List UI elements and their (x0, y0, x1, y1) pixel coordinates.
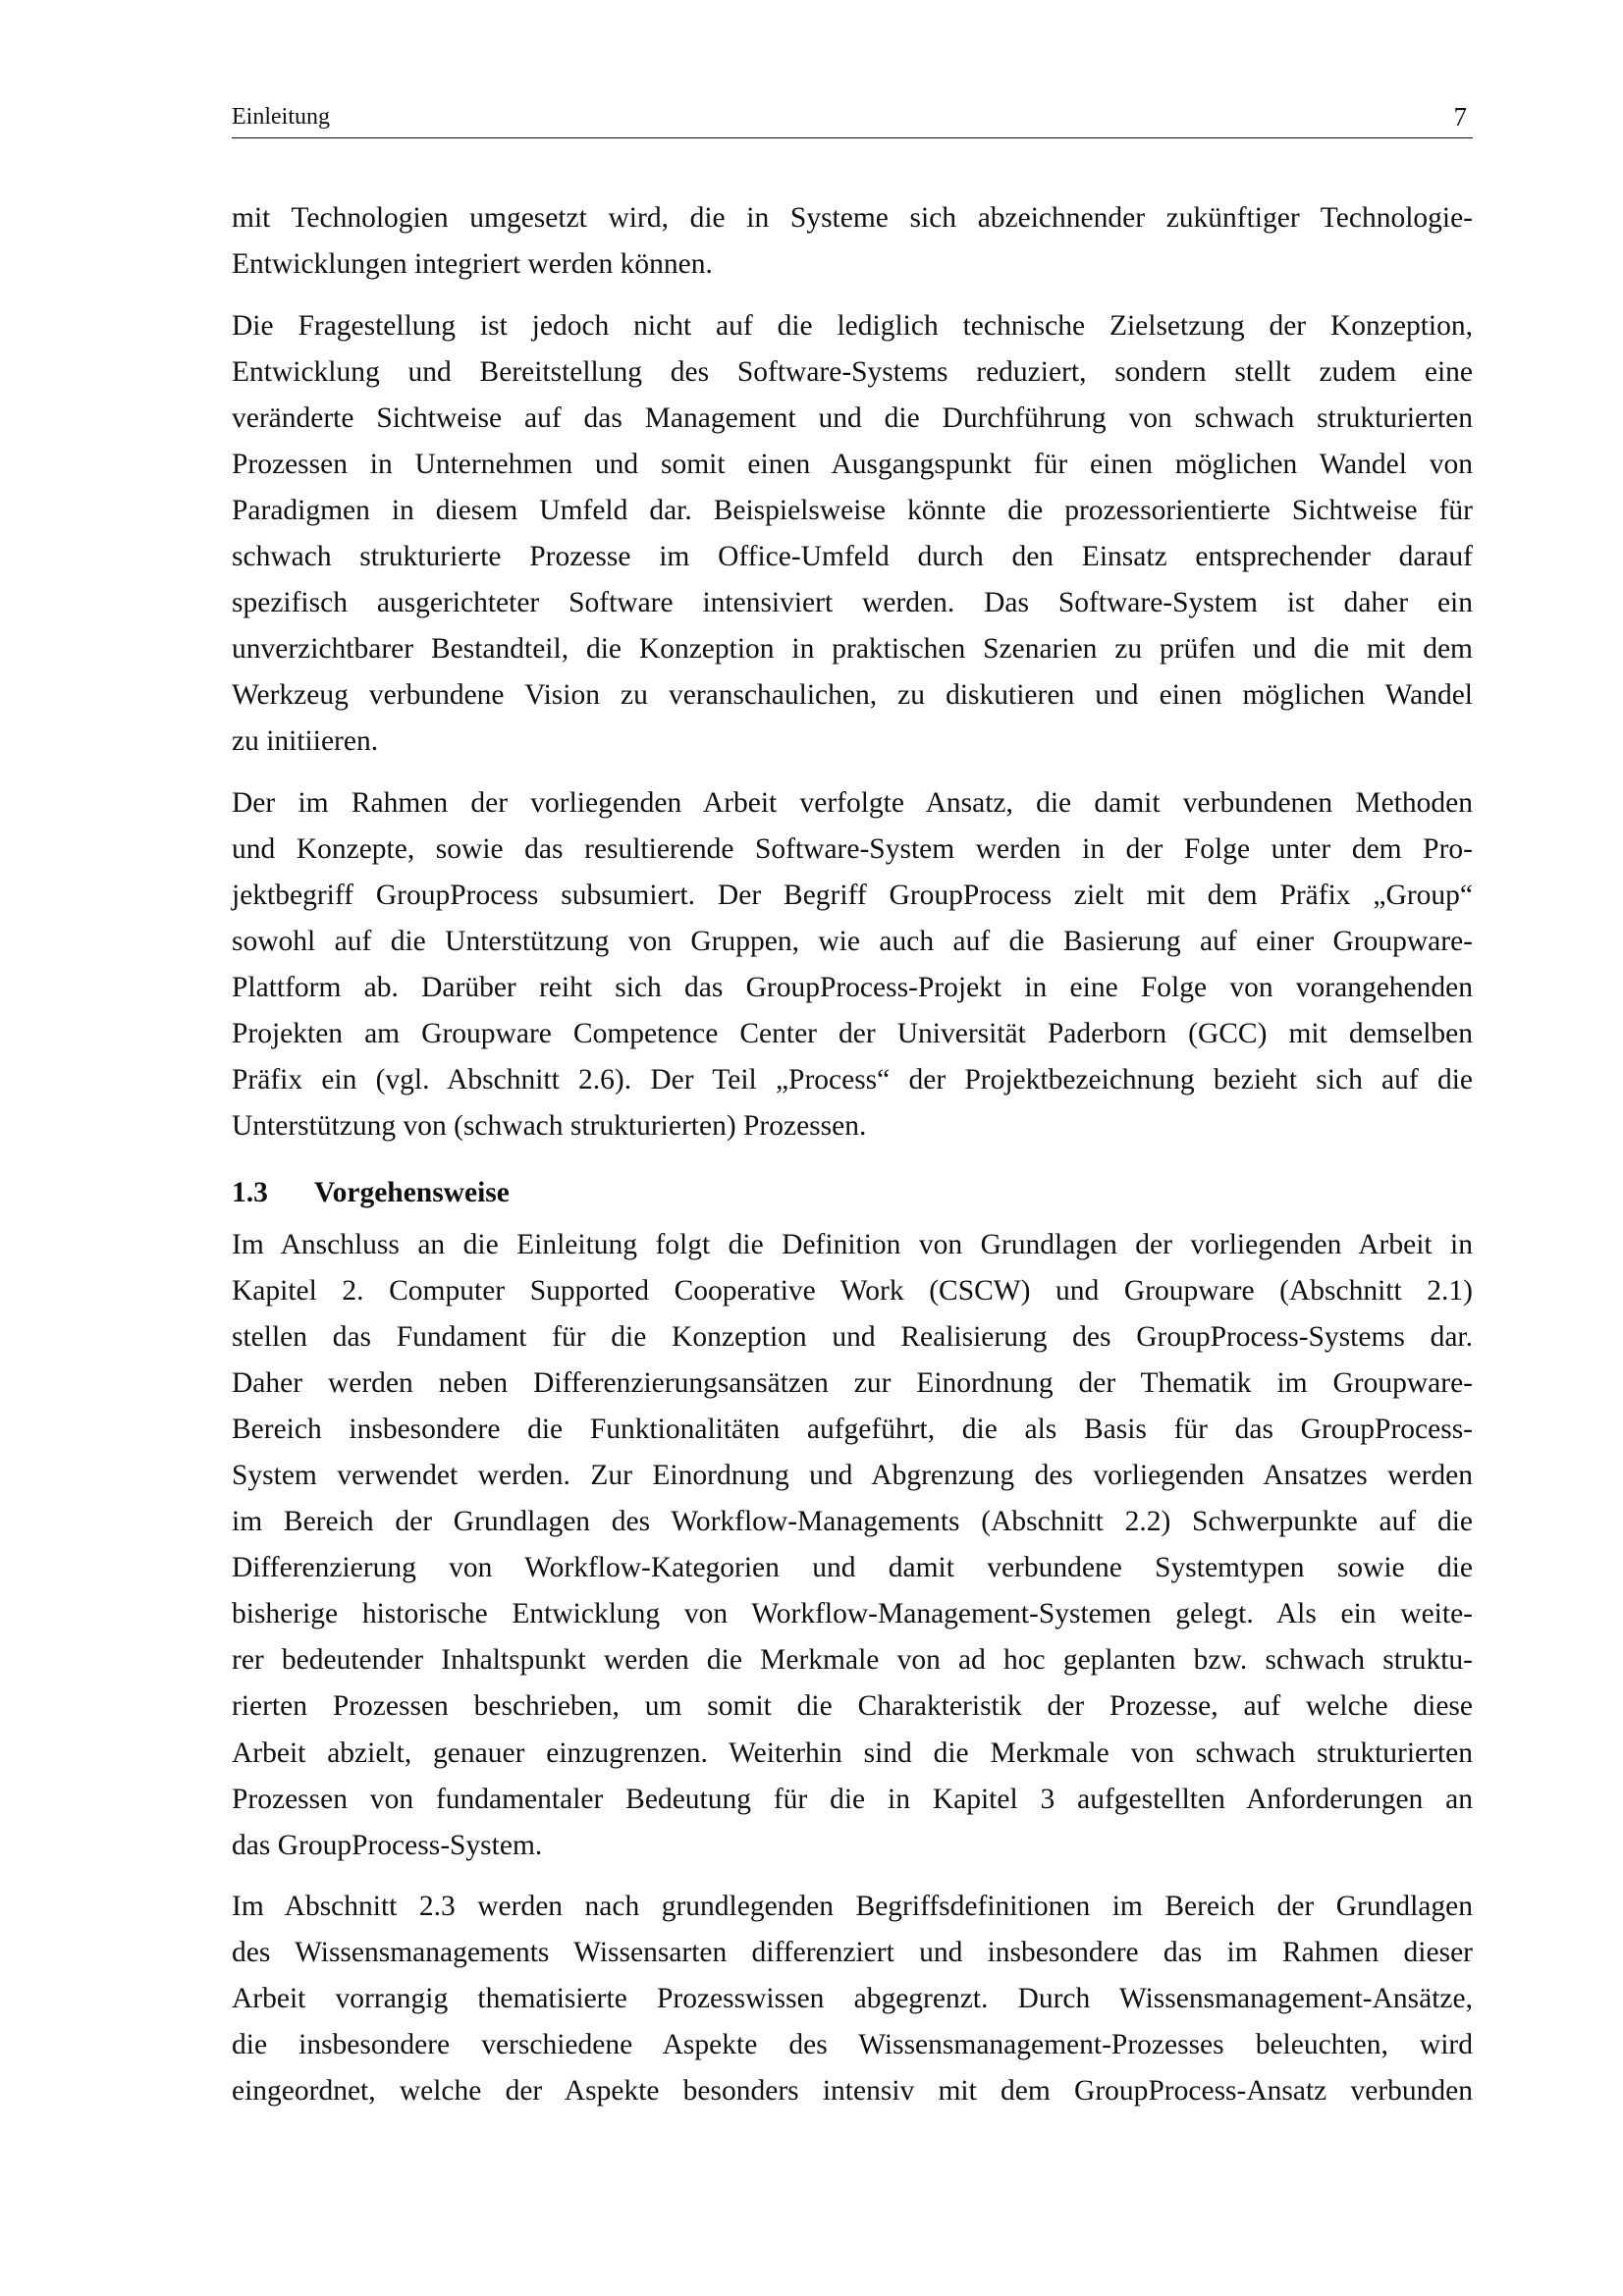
text-line: veränderte Sichtweise auf das Management und die Durchführung von schwach strukturierten (232, 401, 1473, 434)
text-line: stellen das Fundament für die Konzeption und Realisierung des GroupProcess-Systems dar. (232, 1320, 1473, 1353)
paragraph-1 (232, 195, 1473, 288)
text-line: Plattform ab. Darüber reiht sich das GroupProcess-Projekt in eine Folge von vorangehenden (232, 971, 1473, 1003)
text-line: Arbeit vorrangig thematisierte Prozesswissen abgegrenzt. Durch Wissensmanagement-Ansätze, (232, 1982, 1473, 2014)
paragraph-2 (232, 303, 1473, 766)
text-line: spezifisch ausgerichteter Software intensiviert werden. Das Software-System ist daher ein (232, 587, 1473, 619)
paragraph-3 (232, 780, 1473, 1150)
text-line: Prozessen von fundamentaler Bedeutung für die in Kapitel 3 aufgestellten Anforderungen an (232, 1783, 1473, 1815)
text-line: eingeordnet, welche der Aspekte besonders intensiv mit dem GroupProcess-Ansatz verbunden (232, 2074, 1473, 2107)
text-line: rer bedeutender Inhaltspunkt werden die Merkmale von ad hoc geplanten bzw. schwach struktu- (232, 1644, 1473, 1677)
text-line: Entwicklungen integriert werden können. (232, 247, 713, 280)
text-line: schwach strukturierte Prozesse im Office-Umfeld durch den Einsatz entsprechender darauf (232, 540, 1473, 572)
text-line: Die Fragestellung ist jedoch nicht auf die lediglich technische Zielsetzung der Konzeption, (232, 309, 1473, 342)
text-line: Im Anschluss an die Einleitung folgt die Definition von Grundlagen der vorliegenden Arbeit in (232, 1228, 1473, 1260)
section-paragraph-2 (232, 1884, 1473, 2114)
text-line: Entwicklung und Bereitstellung des Software-Systems reduziert, sondern stellt zudem eine (232, 355, 1473, 388)
section-number: 1.3 (232, 1176, 268, 1208)
text-line: rierten Prozessen beschrieben, um somit die Charakteristik der Prozesse, auf welche diese (232, 1690, 1473, 1723)
text-line: unverzichtbarer Bestandteil, die Konzeption in praktischen Szenarien zu prüfen und die mit dem (232, 633, 1473, 666)
section-heading (232, 1170, 510, 1216)
text-line: mit Technologien umgesetzt wird, die in Systeme sich abzeichnender zukünftiger Technologie- (232, 201, 1473, 234)
text-line: Präfix ein (vgl. Abschnitt 2.6). Der Teil „Process“ der Projektbezeichnung bezieht sich auf die (232, 1064, 1473, 1096)
running-header-title: Einleitung (232, 104, 330, 130)
text-line: System verwendet werden. Zur Einordnung und Abgrenzung des vorliegenden Ansatzes werden (232, 1459, 1473, 1491)
text-line: Prozessen in Unternehmen und somit einen Ausgangspunkt für einen möglichen Wandel von (232, 448, 1473, 480)
text-line: die insbesondere verschiedene Aspekte des Wissensmanagement-Prozesses beleuchten, wird (232, 2028, 1473, 2060)
text-line: bisherige historische Entwicklung von Workflow-Management-Systemen gelegt. Als ein weite- (232, 1598, 1473, 1630)
section-paragraph-1 (232, 1222, 1473, 1869)
text-line: Daher werden neben Differenzierungsansätzen zur Einordnung der Thematik im Groupware- (232, 1366, 1473, 1399)
text-line: Werkzeug verbundene Vision zu veranschaulichen, zu diskutieren und einen möglichen Wandel (232, 679, 1473, 712)
text-line: Der im Rahmen der vorliegenden Arbeit verfolgte Ansatz, die damit verbundenen Methoden (232, 786, 1473, 819)
text-line: des Wissensmanagements Wissensarten differenziert und insbesondere das im Rahmen dieser (232, 1936, 1473, 1968)
running-header (232, 102, 1473, 132)
text-line: jektbegriff GroupProcess subsumiert. Der Begriff GroupProcess zielt mit dem Präfix „Group“ (232, 879, 1473, 911)
text-line: sowohl auf die Unterstützung von Gruppen, wie auch auf die Basierung auf einer Groupware- (232, 925, 1473, 957)
text-line: Im Abschnitt 2.3 werden nach grundlegenden Begriffsdefinitionen im Bereich der Grundlagen (232, 1890, 1473, 1922)
text-line: Bereich insbesondere die Funktionalitäten aufgeführt, die als Basis für das GroupProcess- (232, 1413, 1473, 1445)
text-line: Paradigmen in diesem Umfeld dar. Beispielsweise könnte die prozessorientierte Sichtweise für (232, 494, 1473, 526)
text-line: Projekten am Groupware Competence Center der Universität Paderborn (GCC) mit demselben (232, 1017, 1473, 1049)
text-line: im Bereich der Grundlagen des Workflow-Managements (Abschnitt 2.2) Schwerpunkte auf die (232, 1506, 1473, 1538)
text-line: Differenzierung von Workflow-Kategorien und damit verbundene Systemtypen sowie die (232, 1552, 1473, 1584)
text-line: Kapitel 2. Computer Supported Cooperative Work (CSCW) und Groupware (Abschnitt 2.1) (232, 1274, 1473, 1307)
text-line: das GroupProcess-System. (232, 1829, 543, 1861)
page-number: 7 (1453, 102, 1467, 132)
header-rule-divider (232, 137, 1473, 138)
text-line: Unterstützung von (schwach strukturierten) Prozessen. (232, 1110, 867, 1143)
text-line: zu initiieren. (232, 725, 379, 758)
text-line: und Konzepte, sowie das resultierende Software-System werden in der Folge unter dem Pro- (232, 832, 1473, 865)
section-title: Vorgehensweise (314, 1176, 510, 1208)
text-line: Arbeit abzielt, genauer einzugrenzen. Weiterhin sind die Merkmale von schwach strukturierten (232, 1736, 1473, 1769)
